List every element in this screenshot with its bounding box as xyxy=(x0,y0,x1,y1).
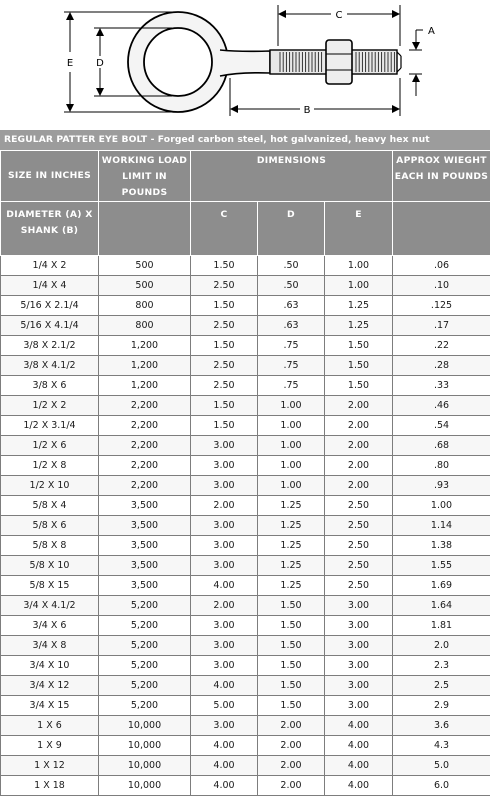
cell-size: 1/2 X 3.1/4 xyxy=(1,416,99,436)
cell-dim-d: 2.00 xyxy=(258,736,325,756)
cell-weight: 1.55 xyxy=(393,556,490,576)
cell-dim-d: 1.50 xyxy=(258,636,325,656)
cell-working-load: 5,200 xyxy=(99,676,191,696)
cell-size: 3/4 X 15 xyxy=(1,696,99,716)
cell-working-load: 500 xyxy=(99,256,191,276)
cell-working-load: 800 xyxy=(99,296,191,316)
cell-dim-e: 3.00 xyxy=(325,676,393,696)
cell-dim-e: 1.25 xyxy=(325,296,393,316)
cell-weight: 1.64 xyxy=(393,596,490,616)
cell-dim-e: 1.00 xyxy=(325,276,393,296)
cell-dim-c: 4.00 xyxy=(191,776,258,796)
table-row xyxy=(1,416,490,436)
cell-size: 1/4 X 4 xyxy=(1,276,99,296)
cell-dim-e: 2.50 xyxy=(325,516,393,536)
cell-dim-c: 1.50 xyxy=(191,396,258,416)
cell-size: 1/2 X 6 xyxy=(1,436,99,456)
table-row xyxy=(1,536,490,556)
cell-dim-d: .50 xyxy=(258,256,325,276)
cell-weight: .80 xyxy=(393,456,490,476)
cell-dim-c: 2.50 xyxy=(191,376,258,396)
cell-weight: 1.38 xyxy=(393,536,490,556)
table-row xyxy=(1,596,490,616)
cell-working-load: 5,200 xyxy=(99,696,191,716)
cell-dim-c: 3.00 xyxy=(191,656,258,676)
cell-dim-d: .75 xyxy=(258,336,325,356)
table-row xyxy=(1,756,490,776)
cell-dim-d: 2.00 xyxy=(258,756,325,776)
cell-size: 5/8 X 10 xyxy=(1,556,99,576)
table-row xyxy=(1,556,490,576)
cell-size: 1/2 X 10 xyxy=(1,476,99,496)
cell-weight: .54 xyxy=(393,416,490,436)
eye-bolt-diagram xyxy=(50,0,440,130)
cell-weight: .93 xyxy=(393,476,490,496)
cell-weight: .28 xyxy=(393,356,490,376)
cell-weight: .10 xyxy=(393,276,490,296)
cell-dim-e: 3.00 xyxy=(325,696,393,716)
cell-size: 3/8 X 6 xyxy=(1,376,99,396)
cell-dim-d: 1.50 xyxy=(258,656,325,676)
spec-table-body xyxy=(1,256,490,796)
header-blank xyxy=(393,202,490,256)
header-c: C xyxy=(191,202,258,256)
cell-size: 3/8 X 2.1/2 xyxy=(1,336,99,356)
cell-dim-d: .75 xyxy=(258,376,325,396)
cell-working-load: 1,200 xyxy=(99,376,191,396)
cell-size: 3/8 X 4.1/2 xyxy=(1,356,99,376)
cell-weight: .33 xyxy=(393,376,490,396)
label-b: B xyxy=(303,105,311,116)
cell-weight: .68 xyxy=(393,436,490,456)
cell-weight: 2.9 xyxy=(393,696,490,716)
cell-dim-e: 3.00 xyxy=(325,596,393,616)
cell-dim-e: 2.00 xyxy=(325,416,393,436)
cell-dim-e: 1.50 xyxy=(325,336,393,356)
cell-dim-e: 3.00 xyxy=(325,656,393,676)
cell-dim-d: 1.00 xyxy=(258,456,325,476)
cell-size: 1/2 X 2 xyxy=(1,396,99,416)
table-row xyxy=(1,256,490,276)
cell-dim-e: 4.00 xyxy=(325,736,393,756)
cell-dim-c: 4.00 xyxy=(191,576,258,596)
header-size: SIZE IN INCHES xyxy=(1,151,99,202)
cell-dim-e: 2.50 xyxy=(325,496,393,516)
table-row xyxy=(1,676,490,696)
cell-working-load: 5,200 xyxy=(99,596,191,616)
cell-size: 3/4 X 12 xyxy=(1,676,99,696)
cell-working-load: 2,200 xyxy=(99,416,191,436)
table-row xyxy=(1,316,490,336)
cell-dim-e: 2.50 xyxy=(325,536,393,556)
label-d: D xyxy=(96,58,104,69)
cell-dim-c: 3.00 xyxy=(191,476,258,496)
cell-weight: 3.6 xyxy=(393,716,490,736)
cell-dim-d: 1.25 xyxy=(258,556,325,576)
label-e: E xyxy=(66,58,74,69)
cell-dim-d: 1.25 xyxy=(258,516,325,536)
table-row xyxy=(1,716,490,736)
cell-working-load: 500 xyxy=(99,276,191,296)
cell-dim-e: 1.50 xyxy=(325,356,393,376)
cell-dim-d: .63 xyxy=(258,316,325,336)
eye-bolt-diagram-area xyxy=(0,0,490,130)
cell-dim-e: 2.50 xyxy=(325,556,393,576)
cell-dim-e: 3.00 xyxy=(325,636,393,656)
cell-size: 5/8 X 6 xyxy=(1,516,99,536)
cell-dim-c: 2.50 xyxy=(191,356,258,376)
cell-dim-d: 1.50 xyxy=(258,596,325,616)
header-e: E xyxy=(325,202,393,256)
cell-weight: .46 xyxy=(393,396,490,416)
header-diameter-shank: DIAMETER (A) X SHANK (B) xyxy=(1,202,99,256)
cell-weight: 1.69 xyxy=(393,576,490,596)
header-weight: APPROX WIEGHT EACH IN POUNDS xyxy=(393,151,490,202)
cell-working-load: 10,000 xyxy=(99,756,191,776)
cell-dim-e: 1.00 xyxy=(325,256,393,276)
cell-dim-d: 2.00 xyxy=(258,776,325,796)
product-title: REGULAR PATTER EYE BOLT - Forged carbon steel, hot galvanized, heavy hex nut xyxy=(0,130,490,150)
cell-dim-d: 1.50 xyxy=(258,616,325,636)
cell-working-load: 1,200 xyxy=(99,356,191,376)
cell-weight: 2.5 xyxy=(393,676,490,696)
table-row xyxy=(1,496,490,516)
cell-dim-d: 1.25 xyxy=(258,536,325,556)
table-row xyxy=(1,296,490,316)
cell-dim-c: 1.50 xyxy=(191,336,258,356)
cell-weight: 6.0 xyxy=(393,776,490,796)
cell-working-load: 2,200 xyxy=(99,396,191,416)
cell-dim-c: 2.50 xyxy=(191,316,258,336)
table-row xyxy=(1,776,490,796)
cell-dim-e: 2.00 xyxy=(325,436,393,456)
cell-weight: 2.3 xyxy=(393,656,490,676)
hex-nut xyxy=(326,40,352,84)
cell-working-load: 1,200 xyxy=(99,336,191,356)
cell-weight: 1.14 xyxy=(393,516,490,536)
cell-size: 5/8 X 4 xyxy=(1,496,99,516)
header-blank xyxy=(99,202,191,256)
cell-dim-e: 2.00 xyxy=(325,476,393,496)
header-working-load: WORKING LOAD LIMIT IN POUNDS xyxy=(99,151,191,202)
cell-working-load: 3,500 xyxy=(99,556,191,576)
cell-working-load: 3,500 xyxy=(99,496,191,516)
cell-weight: 2.0 xyxy=(393,636,490,656)
table-row xyxy=(1,396,490,416)
cell-working-load: 2,200 xyxy=(99,456,191,476)
cell-weight: .17 xyxy=(393,316,490,336)
cell-dim-e: 4.00 xyxy=(325,776,393,796)
table-row xyxy=(1,436,490,456)
cell-dim-c: 3.00 xyxy=(191,616,258,636)
cell-dim-c: 4.00 xyxy=(191,676,258,696)
cell-dim-d: 1.50 xyxy=(258,696,325,716)
cell-size: 3/4 X 4.1/2 xyxy=(1,596,99,616)
cell-size: 3/4 X 10 xyxy=(1,656,99,676)
cell-dim-e: 3.00 xyxy=(325,616,393,636)
cell-size: 5/16 X 4.1/4 xyxy=(1,316,99,336)
cell-dim-c: 2.00 xyxy=(191,596,258,616)
cell-dim-c: 3.00 xyxy=(191,436,258,456)
table-row xyxy=(1,356,490,376)
cell-size: 5/8 X 15 xyxy=(1,576,99,596)
cell-dim-c: 3.00 xyxy=(191,456,258,476)
cell-working-load: 3,500 xyxy=(99,516,191,536)
cell-weight: .125 xyxy=(393,296,490,316)
label-c: C xyxy=(335,10,343,21)
cell-dim-c: 2.00 xyxy=(191,496,258,516)
cell-working-load: 5,200 xyxy=(99,636,191,656)
cell-working-load: 10,000 xyxy=(99,736,191,756)
cell-dim-e: 1.25 xyxy=(325,316,393,336)
eye-ring xyxy=(128,12,228,112)
header-d: D xyxy=(258,202,325,256)
cell-dim-d: 1.00 xyxy=(258,396,325,416)
cell-working-load: 10,000 xyxy=(99,776,191,796)
shank-neck xyxy=(220,50,270,76)
cell-dim-c: 1.50 xyxy=(191,296,258,316)
table-row xyxy=(1,516,490,536)
cell-dim-c: 4.00 xyxy=(191,736,258,756)
table-row xyxy=(1,656,490,676)
cell-dim-d: 1.00 xyxy=(258,436,325,456)
cell-dim-c: 3.00 xyxy=(191,536,258,556)
cell-dim-e: 2.50 xyxy=(325,576,393,596)
cell-dim-c: 2.50 xyxy=(191,276,258,296)
cell-weight: .06 xyxy=(393,256,490,276)
cell-dim-c: 3.00 xyxy=(191,516,258,536)
cell-weight: 5.0 xyxy=(393,756,490,776)
cell-dim-e: 4.00 xyxy=(325,716,393,736)
cell-dim-c: 4.00 xyxy=(191,756,258,776)
cell-dim-c: 5.00 xyxy=(191,696,258,716)
cell-size: 5/8 X 8 xyxy=(1,536,99,556)
cell-size: 3/4 X 8 xyxy=(1,636,99,656)
cell-dim-d: .50 xyxy=(258,276,325,296)
cell-working-load: 10,000 xyxy=(99,716,191,736)
eye-bolt-spec-table xyxy=(0,150,490,796)
cell-size: 1 X 18 xyxy=(1,776,99,796)
cell-dim-d: 2.00 xyxy=(258,716,325,736)
table-row xyxy=(1,736,490,756)
cell-working-load: 2,200 xyxy=(99,436,191,456)
cell-dim-c: 1.50 xyxy=(191,416,258,436)
table-row xyxy=(1,636,490,656)
cell-working-load: 3,500 xyxy=(99,536,191,556)
cell-dim-e: 2.00 xyxy=(325,396,393,416)
cell-working-load: 2,200 xyxy=(99,476,191,496)
cell-weight: 1.81 xyxy=(393,616,490,636)
table-row xyxy=(1,476,490,496)
cell-size: 3/4 X 6 xyxy=(1,616,99,636)
table-row xyxy=(1,376,490,396)
cell-dim-e: 1.50 xyxy=(325,376,393,396)
cell-weight: .22 xyxy=(393,336,490,356)
cell-dim-d: 1.50 xyxy=(258,676,325,696)
cell-working-load: 5,200 xyxy=(99,616,191,636)
cell-dim-e: 4.00 xyxy=(325,756,393,776)
cell-working-load: 5,200 xyxy=(99,656,191,676)
table-row xyxy=(1,576,490,596)
cell-dim-c: 3.00 xyxy=(191,556,258,576)
header-dimensions: DIMENSIONS xyxy=(191,151,393,202)
cell-size: 1/2 X 8 xyxy=(1,456,99,476)
cell-size: 1 X 6 xyxy=(1,716,99,736)
cell-working-load: 3,500 xyxy=(99,576,191,596)
cell-size: 1/4 X 2 xyxy=(1,256,99,276)
cell-dim-c: 1.50 xyxy=(191,256,258,276)
cell-size: 1 X 9 xyxy=(1,736,99,756)
table-row xyxy=(1,456,490,476)
cell-weight: 4.3 xyxy=(393,736,490,756)
cell-dim-d: 1.00 xyxy=(258,416,325,436)
cell-size: 1 X 12 xyxy=(1,756,99,776)
label-a: A xyxy=(428,26,435,37)
cell-dim-d: 1.00 xyxy=(258,476,325,496)
table-row xyxy=(1,696,490,716)
cell-working-load: 800 xyxy=(99,316,191,336)
cell-dim-e: 2.00 xyxy=(325,456,393,476)
table-row xyxy=(1,336,490,356)
cell-size: 5/16 X 2.1/4 xyxy=(1,296,99,316)
cell-dim-d: 1.25 xyxy=(258,576,325,596)
cell-dim-c: 3.00 xyxy=(191,716,258,736)
table-row xyxy=(1,276,490,296)
table-row xyxy=(1,616,490,636)
cell-dim-d: 1.25 xyxy=(258,496,325,516)
cell-dim-d: .75 xyxy=(258,356,325,376)
cell-weight: 1.00 xyxy=(393,496,490,516)
cell-dim-d: .63 xyxy=(258,296,325,316)
cell-dim-c: 3.00 xyxy=(191,636,258,656)
